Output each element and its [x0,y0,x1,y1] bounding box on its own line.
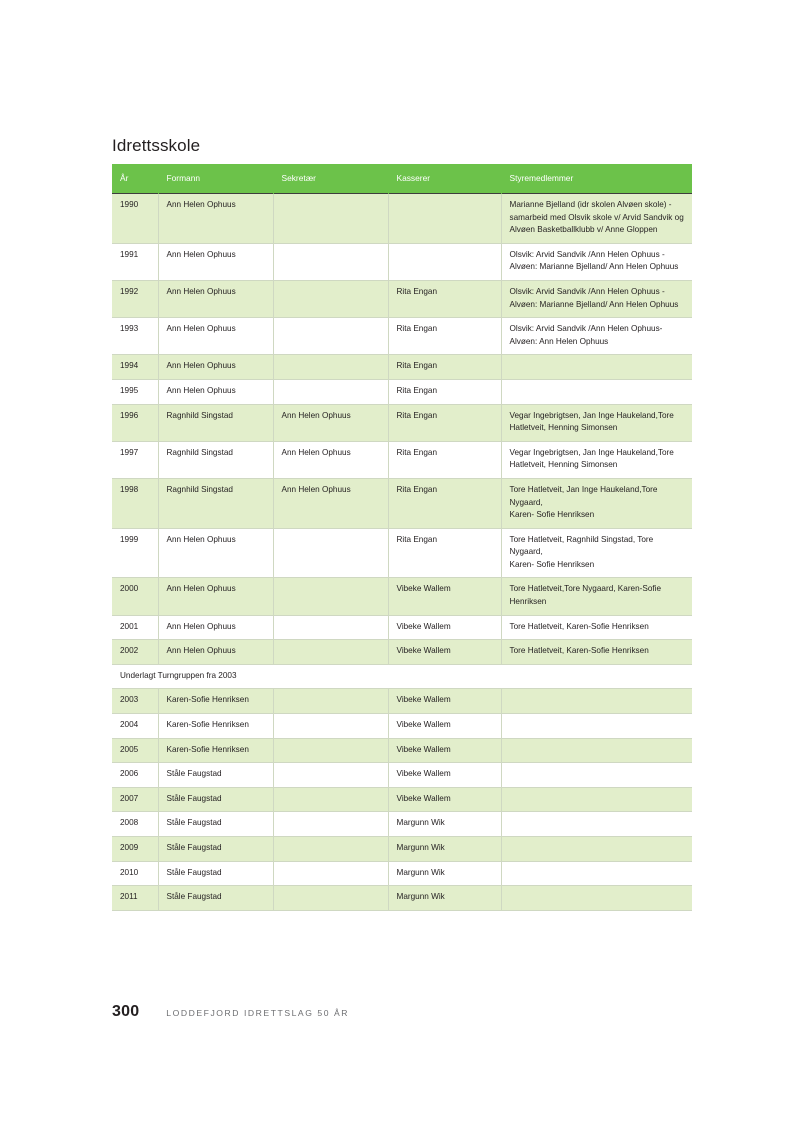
cell-sekreter [273,280,388,317]
cell-sekreter: Ann Helen Ophuus [273,404,388,441]
cell-sekreter [273,243,388,280]
cell-kasserer: Vibeke Wallem [388,714,501,739]
table-row [112,689,692,714]
table-row [112,379,692,404]
cell-formann: Ståle Faugstad [158,787,273,812]
table-row [112,886,692,911]
cell-styremedlemmer: Vegar Ingebrigtsen, Jan Inge Haukeland,Tore Hatletveit, Henning Simonsen [501,404,692,441]
cell-formann: Ann Helen Ophuus [158,640,273,665]
cell-sekreter [273,194,388,244]
cell-styremedlemmer: Olsvik: Arvid Sandvik /Ann Helen Ophuus-Alvøen: Ann Helen Ophuus [501,318,692,355]
table-header [112,164,692,194]
cell-kasserer: Vibeke Wallem [388,689,501,714]
cell-formann: Ann Helen Ophuus [158,528,273,578]
table-row [112,615,692,640]
table-note-row [112,664,692,689]
cell-year: 2011 [112,886,158,911]
table-row [112,318,692,355]
cell-year: 1992 [112,280,158,317]
cell-kasserer: Rita Engan [388,318,501,355]
cell-formann: Ståle Faugstad [158,886,273,911]
cell-kasserer: Margunn Wik [388,812,501,837]
cell-year: 2007 [112,787,158,812]
table-row [112,478,692,528]
cell-styremedlemmer: Tore Hatletveit, Jan Inge Haukeland,Tore Nygaard, Karen- Sofie Henriksen [501,478,692,528]
cell-formann: Ragnhild Singstad [158,404,273,441]
column-header-kasserer: Kasserer [388,164,501,194]
cell-formann: Karen-Sofie Henriksen [158,738,273,763]
cell-kasserer: Rita Engan [388,478,501,528]
cell-kasserer: Rita Engan [388,280,501,317]
cell-styremedlemmer: Marianne Bjelland (idr skolen Alvøen skole) -samarbeid med Olsvik skole v/ Arvid Sandvik og Alvøen Basketballklubb v/ Anne Gloppen [501,194,692,244]
cell-sekreter [273,355,388,380]
cell-formann: Karen-Sofie Henriksen [158,689,273,714]
cell-kasserer: Rita Engan [388,441,501,478]
cell-formann: Ståle Faugstad [158,837,273,862]
cell-kasserer: Rita Engan [388,528,501,578]
cell-sekreter [273,738,388,763]
table-body [112,194,692,911]
cell-kasserer [388,194,501,244]
cell-formann: Ann Helen Ophuus [158,318,273,355]
cell-kasserer: Vibeke Wallem [388,615,501,640]
note-text: Underlagt Turngruppen fra 2003 [112,664,692,689]
cell-formann: Ann Helen Ophuus [158,615,273,640]
cell-styremedlemmer [501,886,692,911]
cell-sekreter [273,640,388,665]
cell-kasserer: Rita Engan [388,355,501,380]
cell-sekreter [273,578,388,615]
cell-styremedlemmer [501,812,692,837]
cell-sekreter [273,689,388,714]
cell-kasserer [388,243,501,280]
cell-formann: Ann Helen Ophuus [158,355,273,380]
table-row [112,837,692,862]
cell-kasserer: Rita Engan [388,379,501,404]
cell-kasserer: Vibeke Wallem [388,763,501,788]
cell-styremedlemmer [501,837,692,862]
table-row [112,763,692,788]
cell-styremedlemmer [501,861,692,886]
cell-formann: Ståle Faugstad [158,812,273,837]
table-row [112,243,692,280]
table-row [112,528,692,578]
cell-styremedlemmer: Tore Hatletveit, Ragnhild Singstad, Tore Nygaard, Karen- Sofie Henriksen [501,528,692,578]
cell-sekreter [273,787,388,812]
cell-year: 2006 [112,763,158,788]
roster-table-container [112,164,692,911]
cell-styremedlemmer: Tore Hatletveit, Karen-Sofie Henriksen [501,640,692,665]
column-header-formann: Formann [158,164,273,194]
cell-formann: Ragnhild Singstad [158,441,273,478]
table-header-row [112,164,692,194]
cell-year: 1996 [112,404,158,441]
cell-kasserer: Vibeke Wallem [388,578,501,615]
cell-styremedlemmer [501,787,692,812]
cell-formann: Karen-Sofie Henriksen [158,714,273,739]
cell-sekreter [273,861,388,886]
cell-year: 2009 [112,837,158,862]
cell-styremedlemmer [501,689,692,714]
cell-sekreter: Ann Helen Ophuus [273,441,388,478]
cell-formann: Ståle Faugstad [158,861,273,886]
cell-kasserer: Rita Engan [388,404,501,441]
table-row [112,640,692,665]
cell-formann: Ann Helen Ophuus [158,194,273,244]
page-title: Idrettsskole [112,136,201,156]
cell-kasserer: Vibeke Wallem [388,787,501,812]
cell-kasserer: Margunn Wik [388,886,501,911]
cell-sekreter: Ann Helen Ophuus [273,478,388,528]
table-row [112,861,692,886]
column-header-styremedlemmer: Styremedlemmer [501,164,692,194]
cell-year: 1997 [112,441,158,478]
cell-sekreter [273,615,388,640]
cell-sekreter [273,812,388,837]
table-row [112,812,692,837]
cell-year: 1993 [112,318,158,355]
cell-year: 2002 [112,640,158,665]
table-row [112,280,692,317]
cell-year: 2000 [112,578,158,615]
table-row [112,738,692,763]
cell-year: 2004 [112,714,158,739]
page-footer [112,1003,349,1021]
table-row [112,355,692,380]
cell-sekreter [273,837,388,862]
cell-year: 2003 [112,689,158,714]
idrettsskole-roster-table [112,164,692,911]
cell-styremedlemmer: Olsvik: Arvid Sandvik /Ann Helen Ophuus -Alvøen: Marianne Bjelland/ Ann Helen Ophuus [501,243,692,280]
cell-year: 2005 [112,738,158,763]
cell-styremedlemmer [501,379,692,404]
page-number: 300 [112,1003,140,1020]
cell-styremedlemmer [501,738,692,763]
table-row [112,714,692,739]
cell-sekreter [273,379,388,404]
cell-styremedlemmer: Tore Hatletveit, Karen-Sofie Henriksen [501,615,692,640]
cell-styremedlemmer [501,714,692,739]
cell-year: 1995 [112,379,158,404]
cell-styremedlemmer [501,355,692,380]
column-header-year: År [112,164,158,194]
cell-formann: Ann Helen Ophuus [158,280,273,317]
cell-formann: Ann Helen Ophuus [158,379,273,404]
cell-year: 1994 [112,355,158,380]
cell-year: 2010 [112,861,158,886]
cell-styremedlemmer: Olsvik: Arvid Sandvik /Ann Helen Ophuus -Alvøen: Marianne Bjelland/ Ann Helen Ophuus [501,280,692,317]
table-row [112,404,692,441]
cell-sekreter [273,714,388,739]
table-row [112,578,692,615]
cell-kasserer: Margunn Wik [388,837,501,862]
cell-kasserer: Vibeke Wallem [388,640,501,665]
cell-year: 1998 [112,478,158,528]
cell-year: 1990 [112,194,158,244]
cell-year: 2001 [112,615,158,640]
table-row [112,441,692,478]
cell-sekreter [273,318,388,355]
cell-year: 2008 [112,812,158,837]
footer-publication-label: LODDEFJORD IDRETTSLAG 50 ÅR [166,1008,350,1018]
cell-kasserer: Margunn Wik [388,861,501,886]
cell-styremedlemmer [501,763,692,788]
cell-styremedlemmer: Vegar Ingebrigtsen, Jan Inge Haukeland,Tore Hatletveit, Henning Simonsen [501,441,692,478]
cell-formann: Ståle Faugstad [158,763,273,788]
cell-kasserer: Vibeke Wallem [388,738,501,763]
cell-formann: Ragnhild Singstad [158,478,273,528]
table-row [112,787,692,812]
cell-sekreter [273,886,388,911]
column-header-sekreter: Sekretær [273,164,388,194]
cell-formann: Ann Helen Ophuus [158,578,273,615]
cell-sekreter [273,763,388,788]
cell-year: 1999 [112,528,158,578]
cell-sekreter [273,528,388,578]
cell-year: 1991 [112,243,158,280]
cell-styremedlemmer: Tore Hatletveit,Tore Nygaard, Karen-Sofie Henriksen [501,578,692,615]
table-row [112,194,692,244]
cell-formann: Ann Helen Ophuus [158,243,273,280]
